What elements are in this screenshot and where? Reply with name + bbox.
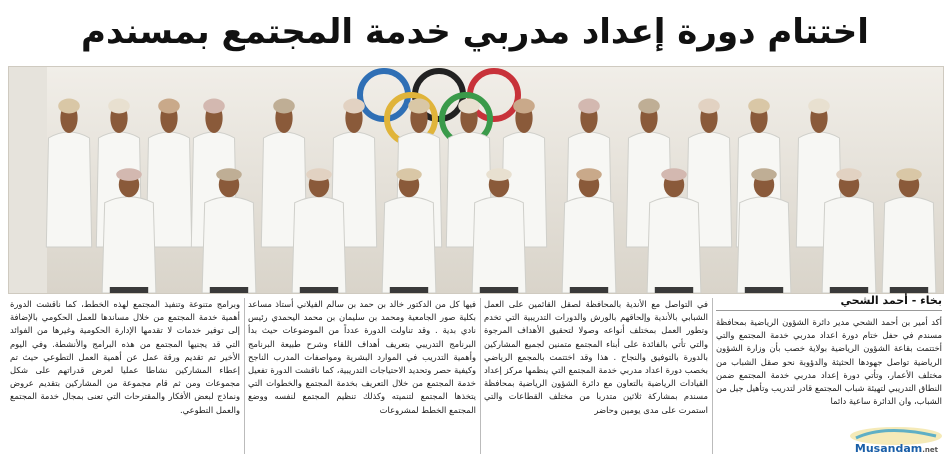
watermark-suffix: .net xyxy=(922,446,938,454)
column-divider xyxy=(712,298,713,454)
column-divider xyxy=(480,298,481,454)
article-column-4: وبرامج متنوعة وتنفيذ المجتمع لهذه الخطط، كما ناقشت الدورة أهمية خدمة المجتمع من خلال مساندها للعمل الحكومي بالإضافة إلى توفير خدمات لا تقدمها الإدارة الحكومية وغيرها من الفوائد التي قد يجنيها المجتمع من هذه البرامج والأنشطة. وفي اليوم الأخير تم تقديم ورقة عمل عن أهمية العمل التطوعي حيث تم إعطاء المشاركين نشاطا عمليا لعرض قدراتهم على شكل مجموعات ومن ثم قام مجموعة من المشاركين بتقديم عروض ونماذج لبعض الأفكار والمقترحات التي تعنى بمجال خدمة المجتمع والعمل التطوعي. xyxy=(10,299,240,415)
column-divider xyxy=(244,298,245,454)
watermark xyxy=(855,442,938,456)
group-photo xyxy=(8,66,944,294)
watermark-brand: Musandam xyxy=(854,442,923,455)
article-column-1: أكد أمير بن أحمد الشحي مدير دائرة الشؤون الرياضية بمحافظة مسندم في حفل ختام دورة اعداد مدربي خدمة المجتمع والتي أختتمت بقاعة الشؤون الرياضية بولاية خصب بأن وزارة الشؤون الرياضية تواصل جهودها الحثيثة والدؤوبة نحو صقل الشباب من مختلف الأعمار، وتأتي دورة إعداد مدربي خدمة المجتمع ضمن النطاق التدريبي لتهيئة شباب المجتمع قادر لتدريب وتأهيل جيل من الشباب، وان الدائرة ساعية دائما xyxy=(716,317,942,407)
group-photo-illustration xyxy=(9,67,943,293)
article-headline: اختتام دورة إعداد مدربي خدمة المجتمع بمسندم xyxy=(81,12,869,52)
article-column-2: في التواصل مع الأندية بالمحافظة لصقل القائمين على العمل الشبابي بالأندية وإلحاقهم بالورش والدورات التدريبية التي تخدم وتطور العمل بمختلف أنواعه وصولا لتحقيق الأهداف المرجوة والتي تأتي بالفائدة على أبناء المجتمع متمنين لجميع المشاركين بالدورة بالتوفيق والنجاح . هذا وقد اختتمت بالمجمع الرياضي بخصب دورة اعداد مدربي خدمة المجتمع التي ينظمها مركز إعداد القيادات الرياضية بالتعاون مع دائرة الشؤون الرياضية بمحافظة مسندم بمشاركة ثلاثين متدربا من مختلف القطاعات والتي استمرت على مدى يومين وحاضر xyxy=(484,299,708,415)
article-column-3: فيها كل من الدكتور خالد بن حمد بن سالم الفيلاني أستاذ مساعد بكلية صور الجامعية ومحمد بن سليمان بن محمد اليحمدي رئيس نادي بدية . وقد تناولت الدورة عدداً من الموضوعات حيث بدأ البرنامج التدريبي بتعريف أهداف اللقاء وشرح طبيعة البرنامج وأهمية التدريب في الموارد البشرية ومواصفات المدرب الناجح وكيفية حصر وتحديد الاحتياجات التدريبية، كما ناقشت الدورة تفعيل خدمة المجتمع من خلال التعريف بخدمة المجتمع والخطوات التي يتخذها المجتمع لتنميته وكذلك تنظيم المجتمع لنفسه ووضع المجتمع الخطط لمشروعات xyxy=(248,299,476,415)
article-byline: بخاء - أحمد الشحي xyxy=(716,294,942,311)
